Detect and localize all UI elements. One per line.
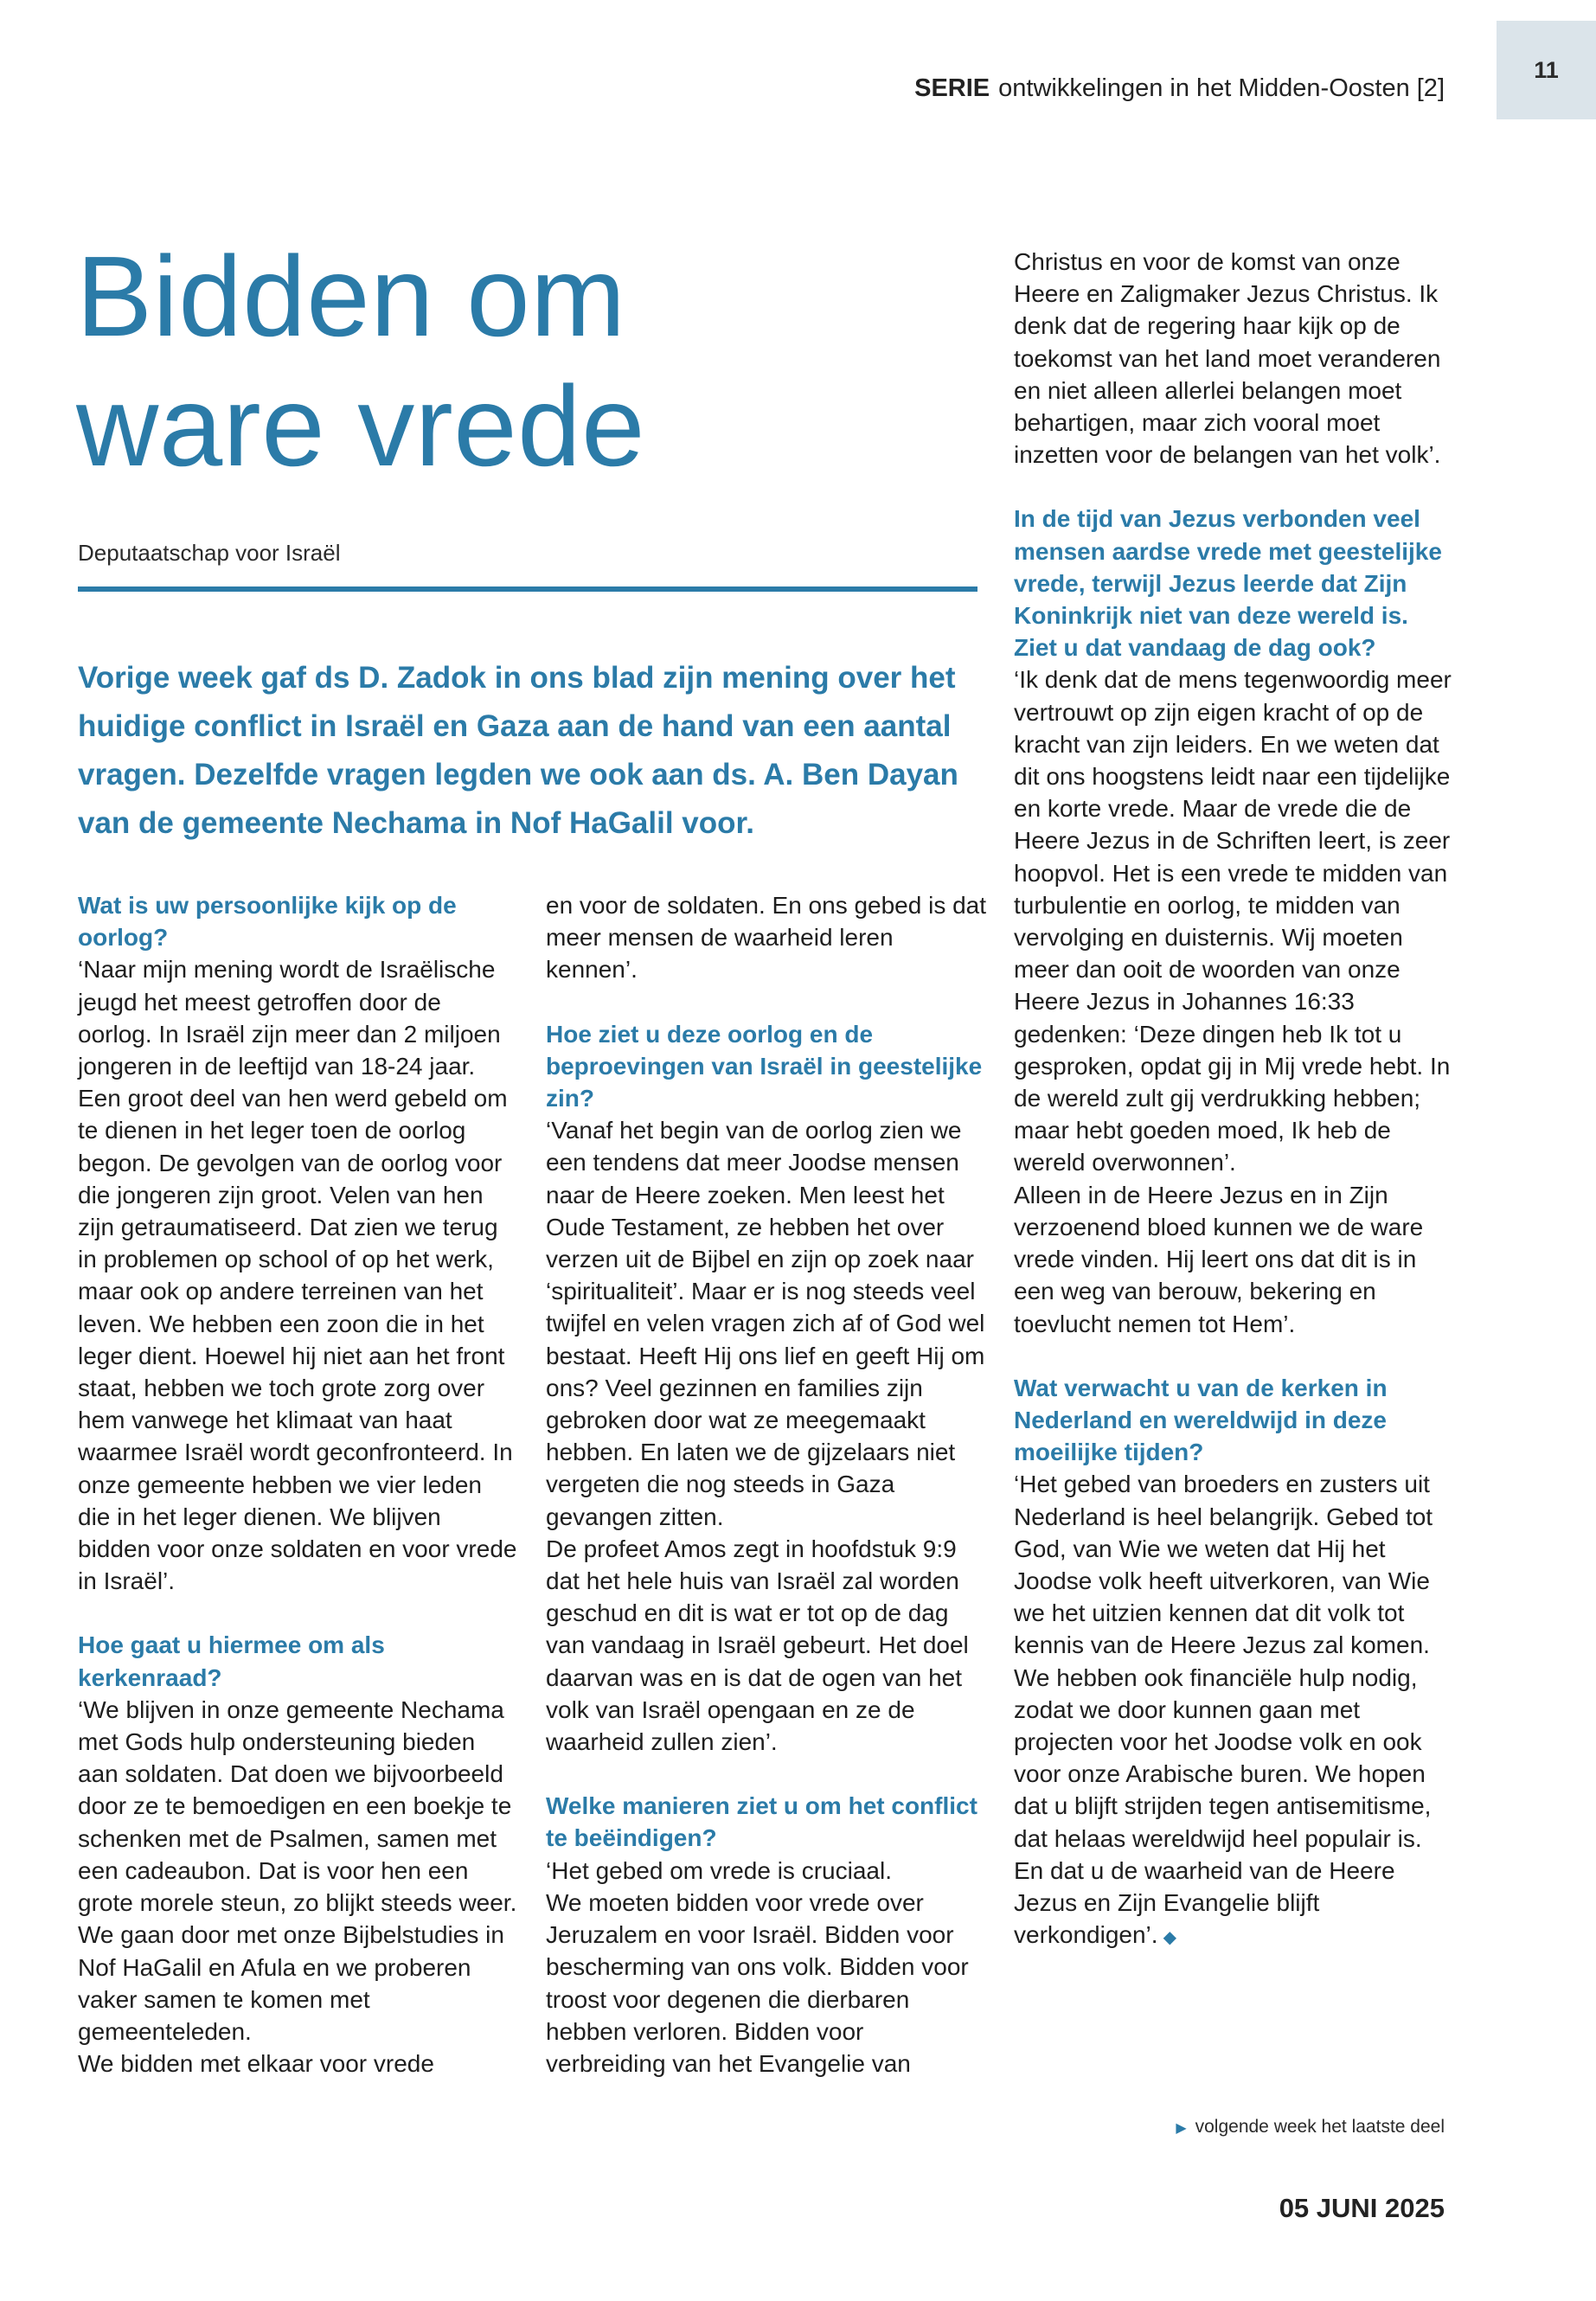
question-heading: Welke manieren ziet u om het conflict te beëindigen?	[546, 1792, 977, 1852]
headline-line-2: ware vrede	[76, 362, 645, 490]
answer-paragraph: We moeten bidden voor vrede over Jeruzalem en voor Israël. Bidden voor bescherming van ons volk. Bidden voor troost voor degenen die dierbaren hebben verloren. Bidden voor verbreiding van het Evangelie van	[546, 1888, 969, 2077]
answer-paragraph: We bidden met elkaar voor vrede	[78, 2050, 434, 2078]
series-label: SERIE	[914, 74, 990, 102]
question-heading: Wat verwacht u van de kerken in Nederland en wereldwijd in deze moeilijke tijden?	[1014, 1374, 1388, 1466]
answer-paragraph: Christus en voor de komst van onze Heere en Zaligmaker Jezus Christus. Ik denk dat de regering haar kijk op de toekomst van het land moet veranderen en niet alleen allerlei belangen moet behartigen, maar zich vooral moet inzetten voor de belangen van het volk’.	[1014, 248, 1441, 469]
series-title: ontwikkelingen in het Midden-Oosten [2]	[998, 74, 1445, 102]
question-heading: Hoe gaat u hiermee om als kerkenraad?	[78, 1631, 385, 1691]
series-header	[914, 74, 1445, 103]
page-number: 11	[1534, 56, 1559, 83]
intro-paragraph: Vorige week gaf ds D. Zadok in ons blad zijn mening over het huidige conflict in Israël en Gaza aan de hand van een aantal vragen. Dezelfde vragen legden we ook aan ds. A. Ben Dayan van de gemeente Nechama in Nof HaGalil voor.	[78, 661, 958, 840]
question-heading: In de tijd van Jezus verbonden veel mensen aardse vrede met geestelijke vrede, terwijl Jezus leerde dat Zijn Koninkrijk niet van deze wereld is. Ziet u dat vandaag de dag ook?	[1014, 505, 1442, 662]
page-number-tab	[1497, 21, 1596, 119]
answer-paragraph: ‘We blijven in onze gemeente Nechama met Gods hulp ondersteuning bieden aan soldaten. Dat doen we bijvoorbeeld door ze te bemoedigen en een boekje te schenken met de Psalmen, samen met een cadeaubon. Dat is voor hen een grote morele steun, zo blijkt steeds weer. We gaan door met onze Bijbelstudies in Nof HaGalil en Afula en we proberen vaker samen te komen met gemeenteleden.	[78, 1695, 517, 2045]
triangle-right-icon: ▶	[1176, 2121, 1187, 2136]
next-week-text: volgende week het laatste deel	[1195, 2117, 1445, 2137]
answer-paragraph: Alleen in de Heere Jezus en in Zijn verzoenend bloed kunnen we de ware vrede vinden. Hij leert ons dat dit is in een weg van berouw, bekering en toevlucht nemen tot Hem’.	[1014, 1181, 1424, 1337]
headline-line-1: Bidden om	[76, 233, 626, 360]
text-column-3	[1014, 246, 1455, 1954]
byline: Deputaatschap voor Israël	[78, 540, 341, 566]
article-headline	[76, 232, 976, 491]
question-heading: Hoe ziet u deze oorlog en de beproevingen van Israël in geestelijke zin?	[546, 1020, 983, 1112]
answer-paragraph: De profeet Amos zegt in hoofdstuk 9:9 dat het hele huis van Israël zal worden geschud en dit is wat er tot op de dag van vandaag in Israël gebeurt. Het doel daarvan was en is dat de ogen van het volk van Israël opengaan en ze de waarheid zullen zien’.	[546, 1535, 969, 1756]
question-heading: Wat is uw persoonlijke kijk op de oorlog?	[78, 892, 457, 952]
answer-paragraph: ‘Vanaf het begin van de oorlog zien we een tendens dat meer Joodse mensen naar de Heere zoeken. Men leest het Oude Testament, ze hebben het over verzen uit de Bijbel en zijn op zoek naar ‘spiritualiteit’. Maar er is nog steeds veel twijfel en velen vragen zich af of God wel bestaat. Heeft Hij ons lief en geeft Hij om ons? Veel gezinnen en families zijn gebroken door wat ze meegemaakt hebben. En laten we de gijzelaars niet vergeten die nog steeds in Gaza gevangen zitten.	[546, 1117, 985, 1530]
answer-text: ‘Het gebed van broeders en zusters uit Nederland is heel belangrijk. Gebed tot God, van Wie we weten dat Hij het Joodse volk heeft uitverkoren, van Wie we het uitzien kennen dat dit volk tot kennis van de Heere Jezus zal komen. We hebben ook financiële hulp nodig, zodat we door kunnen gaan met projecten voor het Joodse volk en ook voor onze Arabische buren. We hopen dat u blijft strijden tegen antisemitisme, dat helaas wereldwijd heel populair is. En dat u de waarheid van de Heere Jezus en Zijn Evangelie blijft verkondigen’.	[1014, 1471, 1433, 1949]
answer-paragraph: ‘Naar mijn mening wordt de Israëlische jeugd het meest getroffen door de oorlog. In Israël zijn meer dan 2 miljoen jongeren in de leeftijd van 18-24 jaar. Een groot deel van hen werd gebeld om te dienen in het leger toen de oorlog begon. De gevolgen van de oorlog voor die jongeren zijn groot. Velen van hen zijn getraumatiseerd. Dat zien we terug in problemen op school of op het werk, maar ook op andere terreinen van het leven. We hebben een zoon die in het leger dient. Hoewel hij niet aan het front staat, hebben we toch grote zorg over hem vanwege het klimaat van haat waarmee Israël wordt geconfronteerd. In onze gemeente hebben we vier leden die in het leger dienen. We blijven bidden voor onze soldaten en voor vrede in Israël’.	[78, 956, 517, 1595]
text-column-2	[546, 889, 987, 2080]
divider-rule	[78, 586, 977, 592]
answer-paragraph	[1014, 1468, 1455, 1954]
issue-date: 05 JUNI 2025	[1279, 2193, 1445, 2223]
end-diamond-icon: ◆	[1163, 1928, 1176, 1948]
text-column-1	[78, 889, 519, 2080]
next-week-note	[1176, 2117, 1445, 2138]
answer-paragraph: ‘Ik denk dat de mens tegenwoordig meer vertrouwt op zijn eigen kracht of op de kracht van zijn leiders. En we weten dat dit ons hoogstens leidt naar een tijdelijke en korte vrede. Maar de vrede die de Heere Jezus in de Schriften leert, is zeer hoopvol. Het is een vrede te midden van turbulentie en oorlog, te midden van vervolging en duisternis. Wij moeten meer dan ooit de woorden van onze Heere Jezus in Johannes 16:33 gedenken: ‘Deze dingen heb Ik tot u gesproken, opdat gij in Mij vrede hebt. In de wereld zult gij verdrukking hebben; maar hebt goeden moed, Ik heb de wereld overwonnen’.	[1014, 666, 1452, 1176]
answer-paragraph: en voor de soldaten. En ons gebed is dat meer mensen de waarheid leren kennen’.	[546, 892, 987, 984]
answer-paragraph: ‘Het gebed om vrede is cruciaal.	[546, 1856, 892, 1884]
